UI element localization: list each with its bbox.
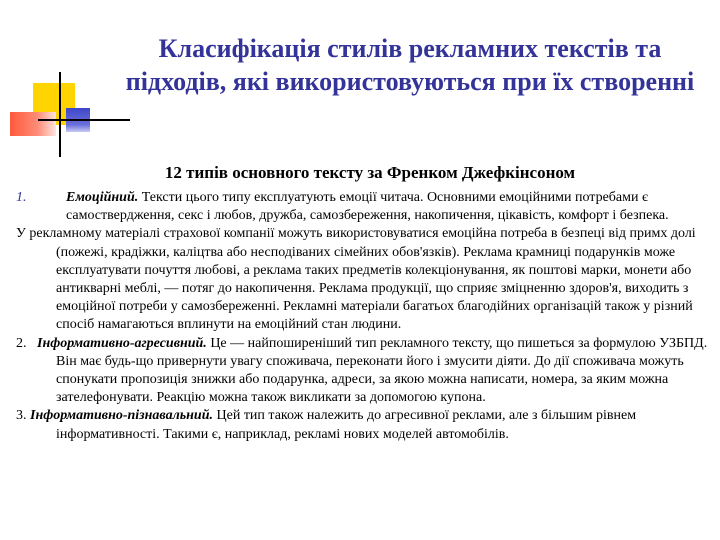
item-heading: Інформативно-агресивний. [37, 335, 207, 351]
vertical-line [59, 72, 61, 157]
item-text: Цей тип також належить до агресивної реклами, але з більшим рівнем інформативності. Такими є, наприклад, рекламі нових моделей автомобілів. [56, 408, 637, 442]
item-heading: Емоційний. [66, 190, 139, 205]
slide-body [8, 189, 712, 444]
item-number: 2. [16, 335, 27, 351]
item-number: 1. [16, 190, 27, 205]
slide-subtitle: 12 типів основного тексту за Френком Джефкінсоном [164, 163, 576, 182]
item-number: 3. [16, 408, 27, 424]
item-heading: Інформативно-пізнавальний. [30, 408, 213, 424]
item-text: Це — найпоширеніший тип рекламного тексту, що пишеться за формулою УЗБПД. Він має будь-що привернути увагу споживача, переконати його і змусити діяти. До дії споживача можуть спонукати пропозиція знижки або подарунка, адреси, за якою можна написати, номера, за яким можна зателефонувати. Реакцію можна також викликати за допомогою купона. [56, 335, 708, 406]
list-item-emotional [8, 189, 712, 225]
paragraph-text: У рекламному матеріалі страхової компанії можуть використовуватися емоційна потреба в безпеці від примх долі (пожежі, крадіжки, каліцтва або несподіваних сімейних обов'язків). Реклама крамниці подарунків може експлуатувати почуття любові, а реклама таких предметів колекціонування, як поштові марки, монети або антикварні меблі, — потяг до накопичення. Реклама продукції, що сприяє зміцненню здоров'я, виходить з емоційної потреби у самозбереженні. Рекламні матеріали багатьох благодійних організацій також у різний спосіб намагаються вплинути на емоційний стан людини. [16, 226, 696, 333]
horizontal-line [38, 119, 130, 121]
slide-title: Класифікація стилів рекламних текстів та підходів, які використовуються при їх створенні [125, 34, 695, 96]
list-item-informative-cognitive [8, 407, 712, 443]
example-paragraph [8, 225, 712, 334]
list-item-informative-aggressive [8, 335, 712, 408]
red-bar [10, 112, 56, 136]
item-text: Тексти цього типу експлуатують емоції читача. Основними емоційними потребами є самоствердження, секс і любов, дружба, самозбереження, накопичення, цікавість, комфорт і безпека. [66, 190, 669, 224]
